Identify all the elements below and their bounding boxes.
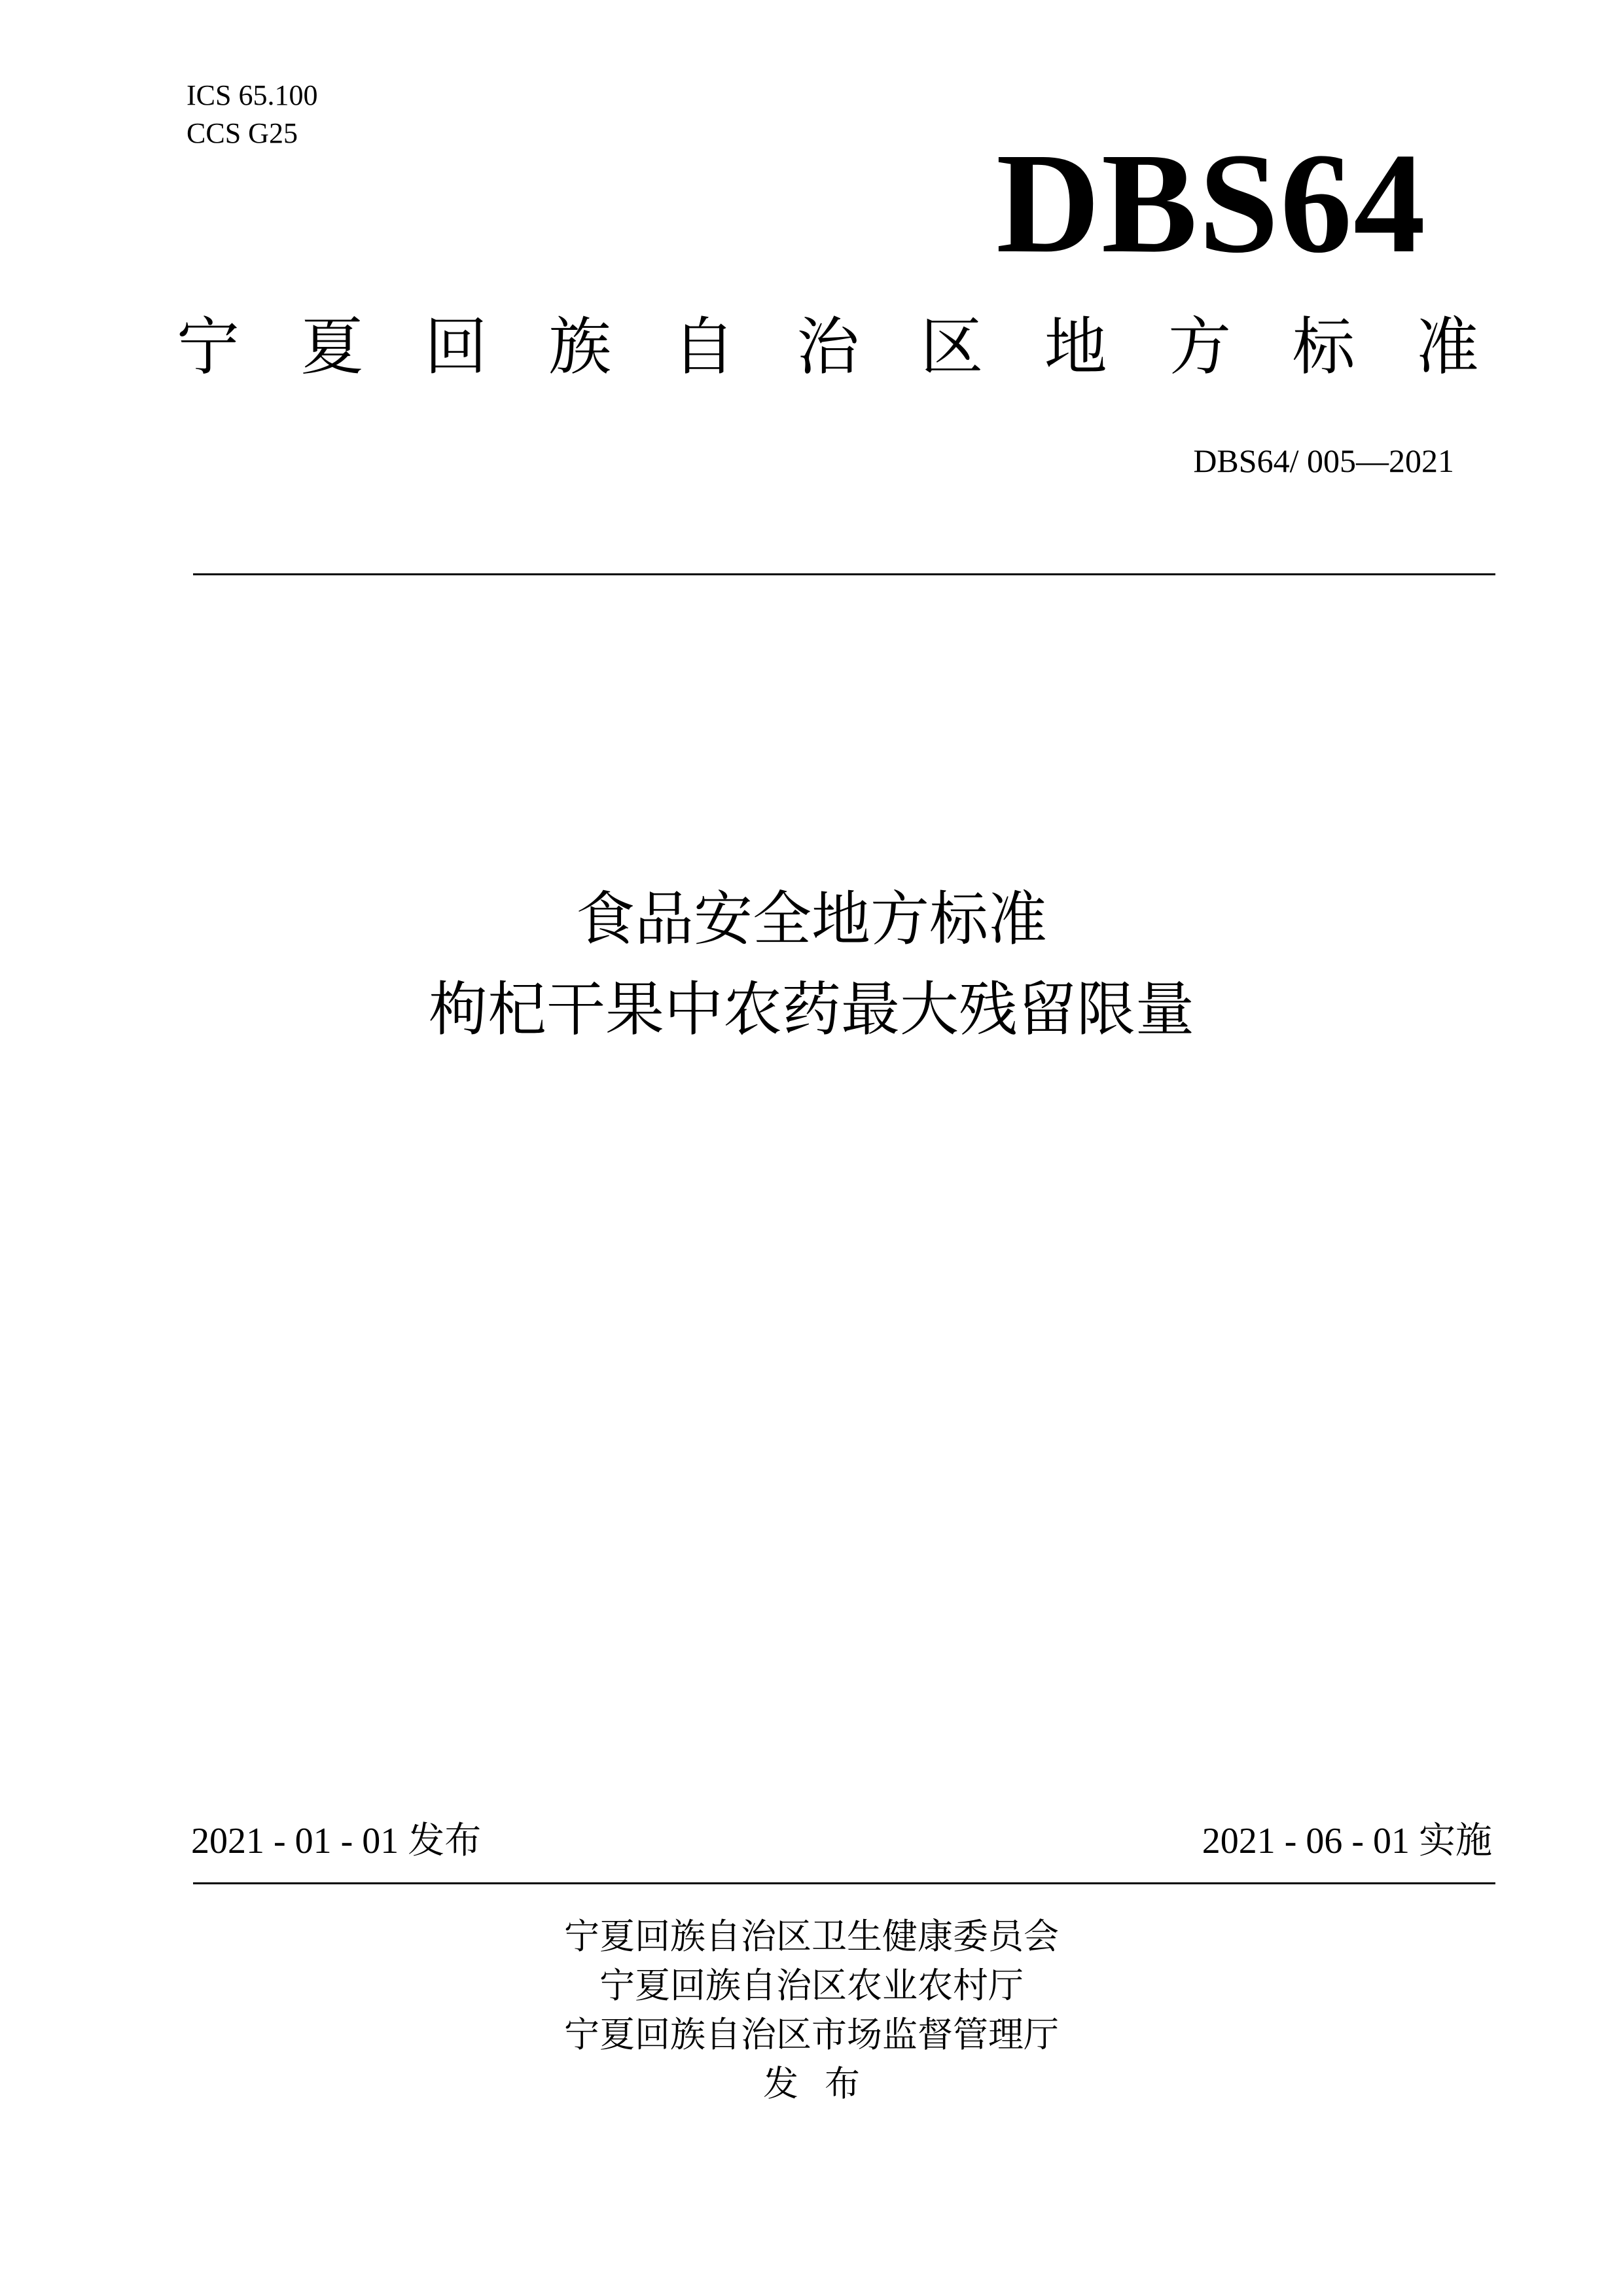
effective-date: 2021 - 06 - 01 实施: [1202, 1821, 1492, 1861]
category-char: 治: [796, 310, 859, 384]
document-title-line-1: 食品安全地方标准: [576, 885, 1047, 954]
document-title-line-2: 枸杞干果中农药最大残留限量: [429, 975, 1194, 1044]
category-char: 标: [1292, 310, 1355, 384]
issue-action-label: 发布: [763, 2063, 886, 2104]
category-char: 准: [1416, 310, 1479, 384]
category-char: 回: [424, 310, 488, 384]
category-char: 区: [920, 310, 984, 384]
standard-number: DBS64/ 005—2021: [1193, 442, 1454, 479]
category-char: 自: [672, 310, 736, 384]
category-char: 族: [548, 310, 612, 384]
category-char: 宁: [177, 310, 240, 384]
category-char: 地: [1044, 310, 1107, 384]
standard-code-large: DBS64: [996, 123, 1427, 283]
issuer-health-commission: 宁夏回族自治区卫生健康委员会: [564, 1916, 1059, 1957]
category-char: 夏: [300, 310, 364, 384]
publish-date: 2021 - 01 - 01 发布: [191, 1821, 482, 1861]
ics-classification: ICS 65.100: [187, 79, 318, 111]
ccs-classification: CCS G25: [187, 117, 298, 149]
bottom-divider: [193, 1882, 1495, 1884]
category-char: 方: [1168, 310, 1232, 384]
top-divider: [193, 573, 1495, 575]
standard-category-heading: [177, 311, 1479, 383]
issuer-agriculture-department: 宁夏回族自治区农业农村厅: [599, 1965, 1024, 2006]
issuer-market-regulation: 宁夏回族自治区市场监督管理厅: [564, 2014, 1059, 2055]
